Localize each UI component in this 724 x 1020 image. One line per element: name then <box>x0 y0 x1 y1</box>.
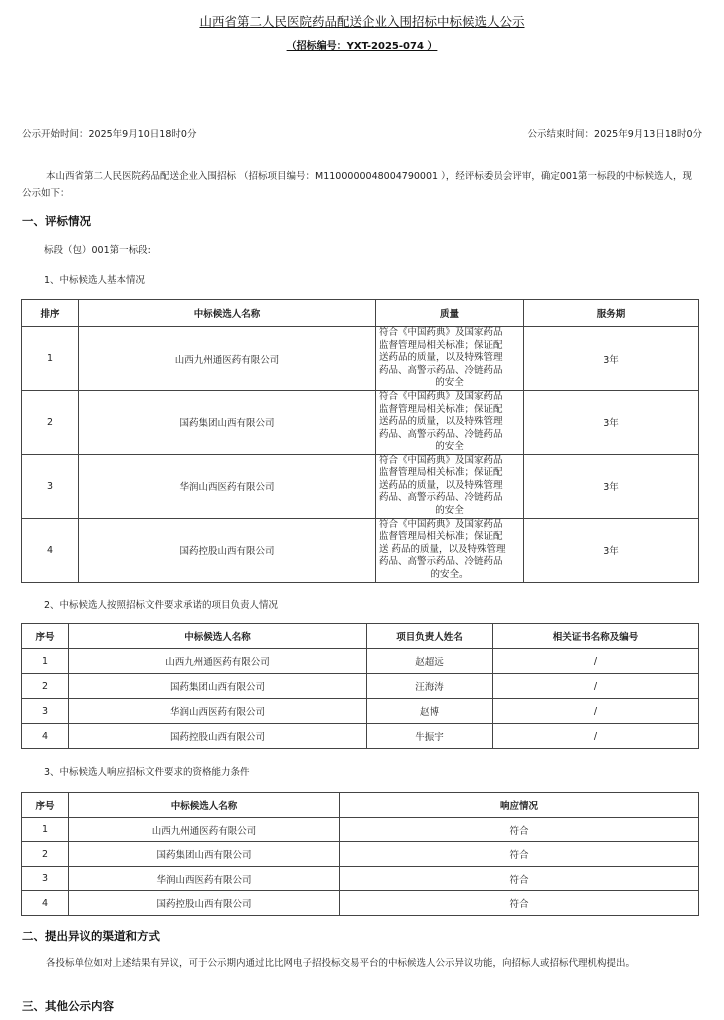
rank-cell: 3 <box>22 454 79 518</box>
candidate-name-cell: 山西九州通医药有限公司 <box>79 327 376 391</box>
column-header: 序号 <box>22 793 69 818</box>
response-cell: 符合 <box>340 867 699 891</box>
table-row <box>22 867 699 891</box>
response-cell: 符合 <box>340 818 699 842</box>
candidate-name-cell: 国药控股山西有限公司 <box>79 518 376 582</box>
quality-line: 的安全。 <box>430 568 469 580</box>
quality-cell <box>376 454 524 518</box>
table-header-row <box>22 624 699 649</box>
lot-label: 标段（包）001第一标段: <box>44 245 151 256</box>
quality-cell <box>376 327 524 391</box>
number-cell: 2 <box>22 842 69 867</box>
column-header: 中标候选人名称 <box>69 624 367 649</box>
tender-number: （招标编号：YXT-2025-074 ） <box>286 41 438 52</box>
quality-line: 符合《中国药典》及国家药品 <box>379 518 503 530</box>
rank-cell: 4 <box>22 518 79 582</box>
table-row <box>22 724 699 749</box>
leader-name-cell: 赵超远 <box>367 649 493 674</box>
quality-line: 的安全 <box>435 441 464 452</box>
column-header: 中标候选人名称 <box>79 300 376 327</box>
table-row <box>22 891 699 916</box>
quality-line: 送 药品的质量，以及特殊管理 <box>379 543 506 555</box>
number-cell: 4 <box>22 891 69 916</box>
column-header: 服务期 <box>524 300 699 327</box>
table-row <box>22 518 699 582</box>
candidate-name-cell: 国药控股山西有限公司 <box>69 724 367 749</box>
quality-cell <box>376 518 524 582</box>
candidate-name-cell: 华润山西医药有限公司 <box>79 454 376 518</box>
candidate-name-cell: 山西九州通医药有限公司 <box>69 649 367 674</box>
quality-line: 药品、高警示药品、冷链药品 <box>379 428 503 440</box>
column-header: 项目负责人姓名 <box>367 624 493 649</box>
publicity-end-time: 公示结束时间：2025年9月13日18时0分 <box>527 129 702 140</box>
table-row <box>22 327 699 391</box>
service-period-cell: 3年 <box>524 327 699 391</box>
table-row <box>22 391 699 455</box>
table-header-row <box>22 300 699 327</box>
candidate-name-cell: 国药集团山西有限公司 <box>69 842 340 867</box>
page-title: 山西省第二人民医院药品配送企业入围招标中标候选人公示 <box>199 14 525 29</box>
subsection-project-leader: 2、中标候选人按照招标文件要求承诺的项目负责人情况 <box>44 600 279 611</box>
service-period-cell: 3年 <box>524 454 699 518</box>
quality-line: 符合《中国药典》及国家药品 <box>379 454 503 466</box>
rank-cell: 2 <box>22 391 79 455</box>
section-heading-objection: 二、提出异议的渠道和方式 <box>22 929 160 943</box>
table-row <box>22 699 699 724</box>
quality-line: 送药品的质量，以及特殊管理 <box>379 352 503 364</box>
subsection-basic-info: 1、中标候选人基本情况 <box>44 275 146 286</box>
table-row <box>22 454 699 518</box>
certificate-cell: / <box>493 724 699 749</box>
candidate-name-cell: 国药控股山西有限公司 <box>69 891 340 916</box>
quality-line: 的安全 <box>435 504 464 516</box>
table-row <box>22 649 699 674</box>
number-cell: 2 <box>22 674 69 699</box>
certificate-cell: / <box>493 649 699 674</box>
column-header: 排序 <box>22 300 79 327</box>
quality-line: 送药品的质量，以及特殊管理 <box>379 479 503 491</box>
table-row <box>22 674 699 699</box>
quality-line: 送药品的质量，以及特殊管理 <box>379 416 503 427</box>
number-cell: 3 <box>22 867 69 891</box>
certificate-cell: / <box>493 674 699 699</box>
candidate-name-cell: 华润山西医药有限公司 <box>69 867 340 891</box>
section-heading-evaluation: 一、评标情况 <box>22 214 91 228</box>
quality-line: 监督管理局相关标准；保证配 <box>379 467 503 479</box>
quality-line: 符合《中国药典》及国家药品 <box>379 327 503 339</box>
publicity-start-time: 公示开始时间：2025年9月10日18时0分 <box>22 129 197 140</box>
column-header: 序号 <box>22 624 69 649</box>
quality-line: 符合《中国药典》及国家药品 <box>379 391 503 402</box>
candidate-name-cell: 华润山西医药有限公司 <box>69 699 367 724</box>
column-header: 质量 <box>376 300 524 327</box>
leader-name-cell: 牛振宇 <box>367 724 493 749</box>
table-header-row <box>22 793 699 818</box>
quality-line: 监督管理局相关标准；保证配 <box>379 339 503 351</box>
service-period-cell: 3年 <box>524 518 699 582</box>
column-header: 中标候选人名称 <box>69 793 340 818</box>
candidate-name-cell: 国药集团山西有限公司 <box>69 674 367 699</box>
qualification-table <box>21 792 699 916</box>
candidate-name-cell: 山西九州通医药有限公司 <box>69 818 340 842</box>
quality-line: 药品、高警示药品、冷链药品 <box>379 556 503 568</box>
objection-paragraph: 各投标单位如对上述结果有异议，可于公示期内通过比比网电子招投标交易平台的中标候选人公示异议功能，向招标人或招标代理机构提出。 <box>46 958 636 969</box>
candidate-name-cell: 国药集团山西有限公司 <box>79 391 376 455</box>
quality-line: 药品、高警示药品、冷链药品 <box>379 364 503 376</box>
candidate-basic-table <box>21 299 699 583</box>
intro-paragraph: 本山西省第二人民医院药品配送企业入围招标 （招标项目编号：M1100000048004790001 ），经评标委员会评审，确定001第一标段的中标候选人，现公示如下： <box>22 171 692 199</box>
quality-line: 监督管理局相关标准；保证配 <box>379 403 503 415</box>
service-period-cell: 3年 <box>524 391 699 455</box>
number-cell: 1 <box>22 818 69 842</box>
quality-line: 监督管理局相关标准；保证配 <box>379 531 503 543</box>
number-cell: 3 <box>22 699 69 724</box>
subsection-qualification: 3、中标候选人响应招标文件要求的资格能力条件 <box>44 767 250 778</box>
number-cell: 1 <box>22 649 69 674</box>
number-cell: 4 <box>22 724 69 749</box>
column-header: 相关证书名称及编号 <box>493 624 699 649</box>
table-row <box>22 842 699 867</box>
certificate-cell: / <box>493 699 699 724</box>
quality-line: 药品、高警示药品、冷链药品 <box>379 492 503 504</box>
leader-name-cell: 赵博 <box>367 699 493 724</box>
section-heading-other: 三、其他公示内容 <box>22 999 114 1013</box>
table-row <box>22 818 699 842</box>
response-cell: 符合 <box>340 842 699 867</box>
response-cell: 符合 <box>340 891 699 916</box>
project-leader-table <box>21 623 699 749</box>
quality-cell <box>376 391 524 455</box>
quality-line: 的安全 <box>435 377 464 389</box>
leader-name-cell: 汪海涛 <box>367 674 493 699</box>
column-header: 响应情况 <box>340 793 699 818</box>
rank-cell: 1 <box>22 327 79 391</box>
